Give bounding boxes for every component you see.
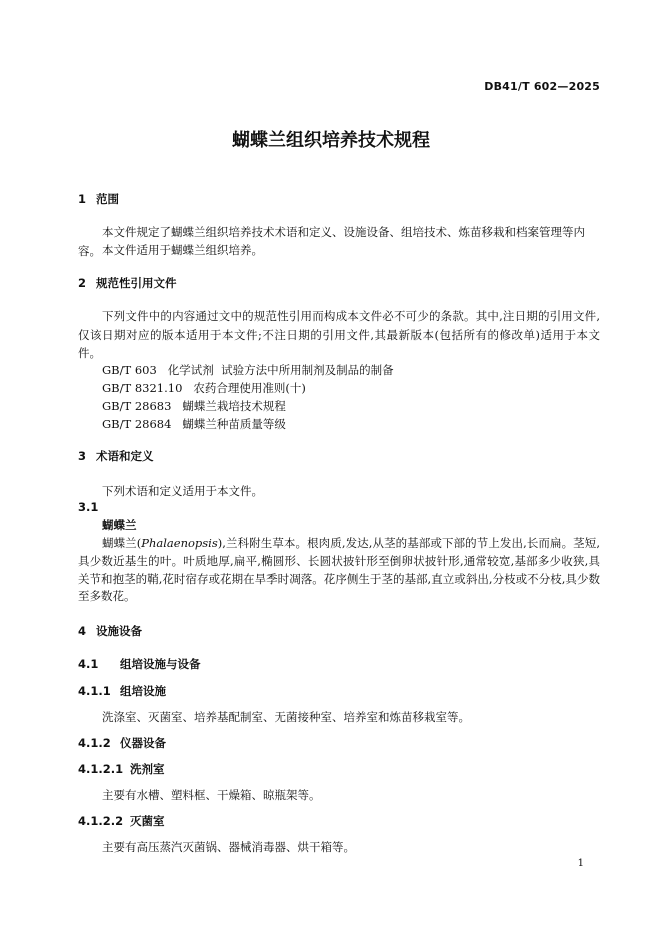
- subsection-heading-4-1-2: [78, 735, 166, 751]
- reference-name: 农药合理使用准则(十): [193, 381, 306, 395]
- reference-name: 化学试剂 试验方法中所用制剂及制品的制备: [167, 363, 394, 377]
- section-number: 4.1.2.1: [78, 762, 124, 776]
- section-number: 1: [78, 192, 87, 206]
- wash-room-paragraph: 主要有水槽、塑料框、干燥箱、晾瓶架等。: [102, 788, 321, 802]
- reference-item: [102, 380, 306, 396]
- term-definition: [78, 535, 600, 606]
- reference-code: GB/T 28683: [102, 399, 172, 413]
- section-number: 3: [78, 449, 87, 463]
- section-title: 设施设备: [96, 624, 142, 638]
- section-number: 4.1.2.2: [78, 814, 124, 828]
- reference-item: [102, 416, 286, 432]
- section-number: 4: [78, 624, 87, 638]
- reference-name: 蝴蝶兰种苗质量等级: [182, 417, 286, 431]
- latin-name: Phalaenopsis: [141, 536, 218, 550]
- section-heading-3: [78, 448, 154, 464]
- document-title: 蝴蝶兰组织培养技术规程: [232, 130, 430, 151]
- section-heading-2: [78, 275, 177, 291]
- term-chinese-name: 蝴蝶兰: [102, 518, 137, 532]
- reference-item: [102, 362, 394, 378]
- reference-name: 蝴蝶兰栽培技术规程: [182, 399, 286, 413]
- terms-intro: 下列术语和定义适用于本文件。: [102, 484, 263, 498]
- section-number: 4.1.2: [78, 736, 111, 750]
- page-number: 1: [577, 858, 584, 869]
- definition-text-rest: ),兰科附生草本。根肉质,发达,从茎的基部或下部的节上发出,长而扁。茎短,具少数近基生的叶。叶质地厚,扁平,椭圆形、长圆状披针形至倒卵状披针形,通常较宽,基部多少收狭,具关节和抱茎的鞘,花时宿存或花期在旱季时凋落。花序侧生于茎的基部,直立或斜出,分枝或不分枝,具少数至多数花。: [78, 536, 600, 604]
- section-heading-4: [78, 623, 142, 639]
- reference-code: GB/T 603: [102, 363, 157, 377]
- section-title: 仪器设备: [120, 736, 166, 750]
- reference-code: GB/T 28684: [102, 417, 172, 431]
- section-title: 组培设施与设备: [120, 657, 201, 671]
- section-title: 规范性引用文件: [96, 276, 177, 290]
- section-title: 组培设施: [120, 684, 166, 698]
- scope-paragraph-1: 本文件规定了蝴蝶兰组织培养技术术语和定义、设施设备、组培技术、炼苗移栽和档案管理等内容。: [78, 225, 585, 258]
- sterilization-room-paragraph: 主要有高压蒸汽灭菌锅、器械消毒器、烘干箱等。: [102, 840, 355, 854]
- section-title: 洗剂室: [130, 762, 165, 776]
- subsection-heading-4-1-2-2: [78, 813, 165, 829]
- subsection-heading-4-1-1: [78, 683, 166, 699]
- term-number: 3.1: [78, 500, 99, 514]
- section-number: 4.1.1: [78, 684, 111, 698]
- standard-code: DB41/T 602—2025: [484, 80, 600, 93]
- section-number: 2: [78, 276, 87, 290]
- section-heading-1: [78, 191, 119, 207]
- normative-intro: 下列文件中的内容通过文中的规范性引用而构成本文件必不可少的条款。其中,注日期的引用文件,仅该日期对应的版本适用于本文件;不注日期的引用文件,其最新版本(包括所有的修改单)适用于本文件。: [78, 309, 600, 360]
- subsection-heading-4-1-2-1: [78, 761, 165, 777]
- section-title: 范围: [96, 192, 119, 206]
- definition-text-start: 蝴蝶兰(: [102, 536, 142, 550]
- facilities-paragraph: 洗涤室、灭菌室、培养基配制室、无菌接种室、培养室和炼苗移栽室等。: [102, 710, 470, 724]
- reference-code: GB/T 8321.10: [102, 381, 183, 395]
- section-title: 灭菌室: [130, 814, 165, 828]
- subsection-heading-4-1: [78, 656, 201, 672]
- reference-item: [102, 398, 286, 414]
- section-title: 术语和定义: [96, 449, 154, 463]
- scope-paragraph-2: 本文件适用于蝴蝶兰组织培养。: [102, 243, 263, 257]
- section-number: 4.1: [78, 657, 99, 671]
